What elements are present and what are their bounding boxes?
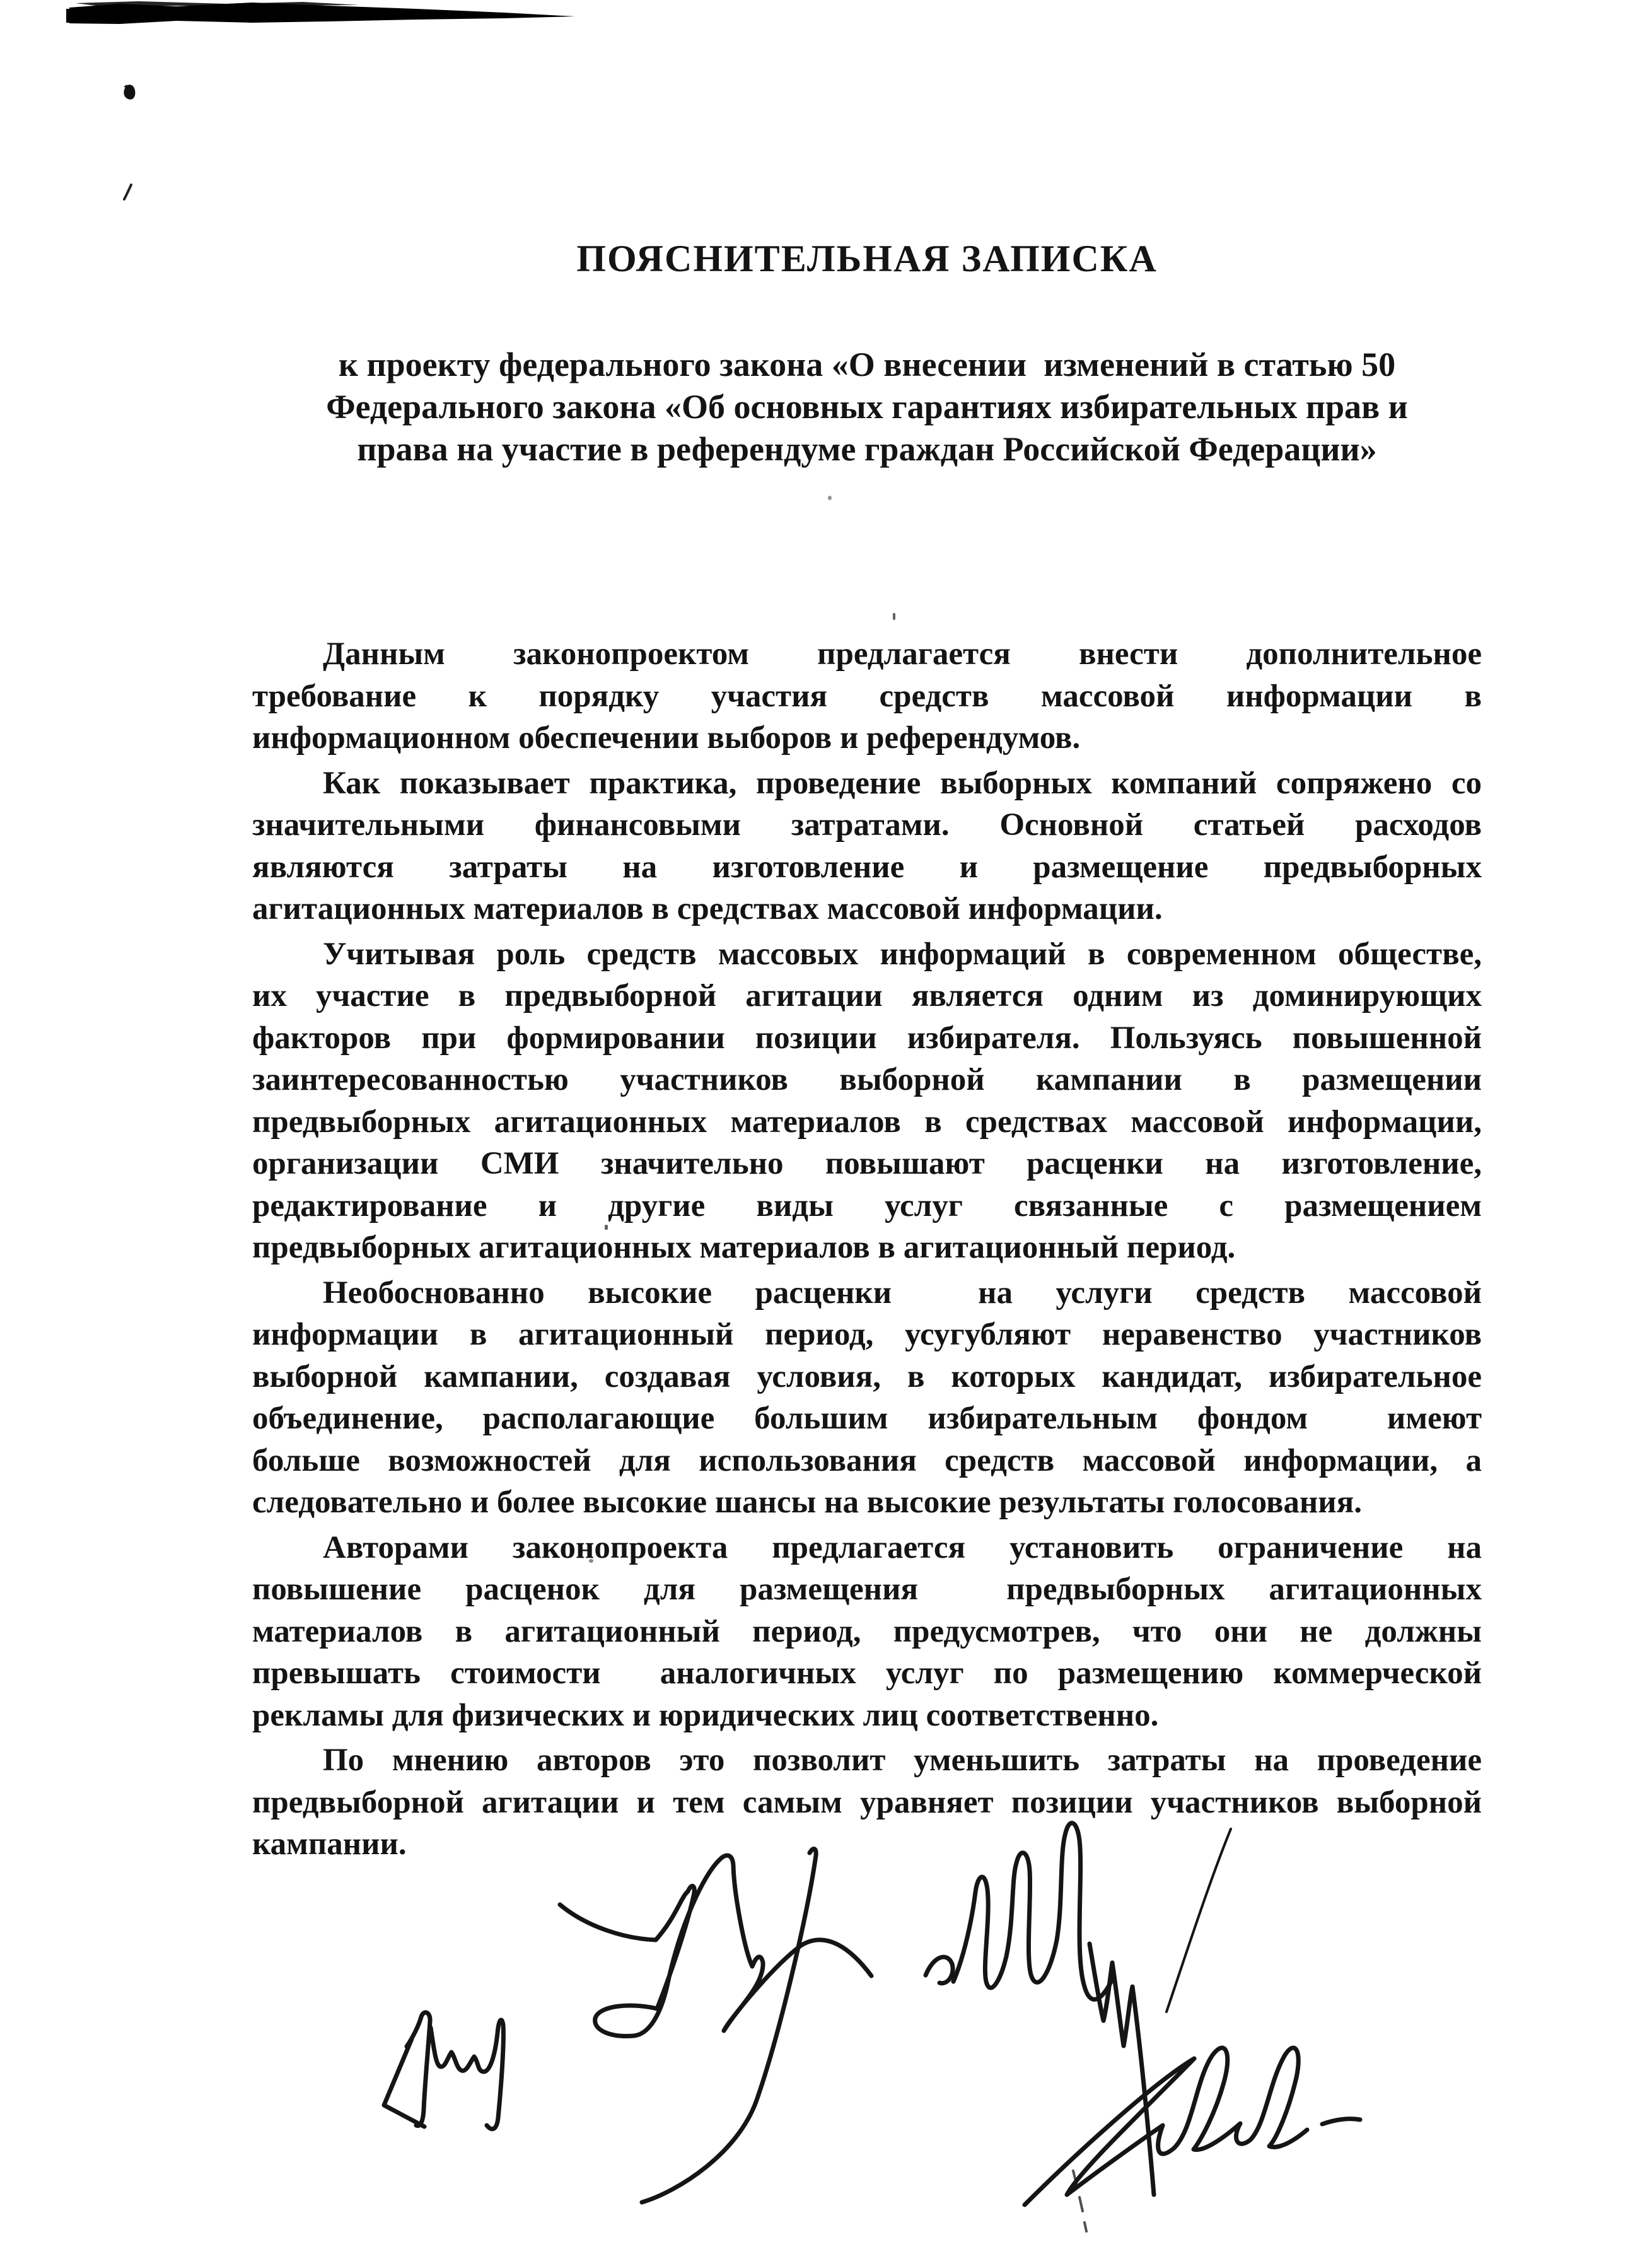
body-line: кампании. <box>252 1826 407 1862</box>
document-body <box>252 633 1482 1869</box>
scan-streak-artifact <box>63 0 586 32</box>
body-line: предвыборной агитации и тем самым уравняет позиции участников выборной <box>252 1784 1482 1820</box>
body-line: предвыборных агитационных материалов в средствах массовой информации, <box>252 1104 1482 1140</box>
document-subtitle <box>252 344 1482 470</box>
body-line: материалов в агитационный период, предусмотрев, что они не должны <box>252 1613 1482 1649</box>
body-line: По мнению авторов это позволит уменьшить затраты на проведение <box>323 1743 1482 1778</box>
subtitle-line: права на участие в референдуме граждан Российской Федерации» <box>357 430 1377 468</box>
paragraph <box>252 1272 1482 1524</box>
signature-3 <box>926 1823 1231 2231</box>
body-line: агитационных материалов в средствах массовой информации. <box>252 891 1163 926</box>
body-line: информации в агитационный период, усугубляют неравенство участников <box>252 1317 1482 1352</box>
body-line: факторов при формировании позиции избирателя. Пользуясь повышенной <box>252 1020 1482 1056</box>
body-line: объединение, располагающие большим избирательным фондом имеют <box>252 1401 1482 1436</box>
body-line: Как показывает практика, проведение выборных компаний сопряжено со <box>323 765 1482 801</box>
signature-1 <box>384 2012 503 2129</box>
body-line: их участие в предвыборной агитации является одним из доминирующих <box>252 978 1482 1013</box>
paragraph <box>252 762 1482 930</box>
body-line: организации СМИ значительно повышают расценки на изготовление, <box>252 1146 1482 1181</box>
body-line: Авторами законопроекта предлагается установить ограничение на <box>323 1529 1482 1565</box>
ink-slash-mark <box>121 183 136 202</box>
paragraph <box>252 933 1482 1269</box>
body-line: больше возможностей для использования средств массовой информации, а <box>252 1442 1482 1478</box>
signature-2 <box>560 1849 871 2202</box>
document-title: ПОЯСНИТЕЛЬНАЯ ЗАПИСКА <box>576 238 1158 279</box>
scan-speck <box>828 496 832 500</box>
body-line: выборной кампании, создавая условия, в которых кандидат, избирательное <box>252 1358 1482 1394</box>
body-line: заинтересованностью участников выборной кампании в размещении <box>252 1062 1482 1097</box>
subtitle-line: Федерального закона «Об основных гарантиях избирательных прав и <box>326 388 1408 426</box>
scan-speck <box>893 613 895 620</box>
body-line: требование к порядку участия средств массовой информации в <box>252 678 1482 714</box>
body-line: следовательно и более высокие шансы на высокие результаты голосования. <box>252 1485 1362 1520</box>
body-line: Учитывая роль средств массовых информаций в современном обществе, <box>323 936 1482 972</box>
body-line: являются затраты на изготовление и размещение предвыборных <box>252 849 1482 885</box>
body-line: предвыборных агитационных материалов в агитационный период. <box>252 1230 1236 1265</box>
signatures-block <box>315 1804 1387 2266</box>
body-line: превышать стоимости аналогичных услуг по размещению коммерческой <box>252 1656 1482 1691</box>
body-line: Данным законопроектом предлагается внести дополнительное <box>323 636 1482 672</box>
paragraph <box>252 1527 1482 1737</box>
paragraph <box>252 633 1482 759</box>
body-line: редактирование и другие виды услуг связанные с размещением <box>252 1188 1482 1224</box>
subtitle-line: к проекту федерального закона «О внесении изменений в статью 50 <box>338 346 1396 383</box>
body-line: информационном обеспечении выборов и референдумов. <box>252 720 1081 756</box>
signature-4 <box>1025 2048 1360 2205</box>
body-line: рекламы для физических и юридических лиц соответственно. <box>252 1697 1159 1733</box>
body-line: значительными финансовыми затратами. Основной статьей расходов <box>252 807 1482 843</box>
ink-blot-mark <box>120 81 143 106</box>
body-line: Необоснованно высокие расценки на услуги средств массовой <box>323 1275 1482 1311</box>
body-line: повышение расценок для размещения предвыборных агитационных <box>252 1572 1482 1607</box>
